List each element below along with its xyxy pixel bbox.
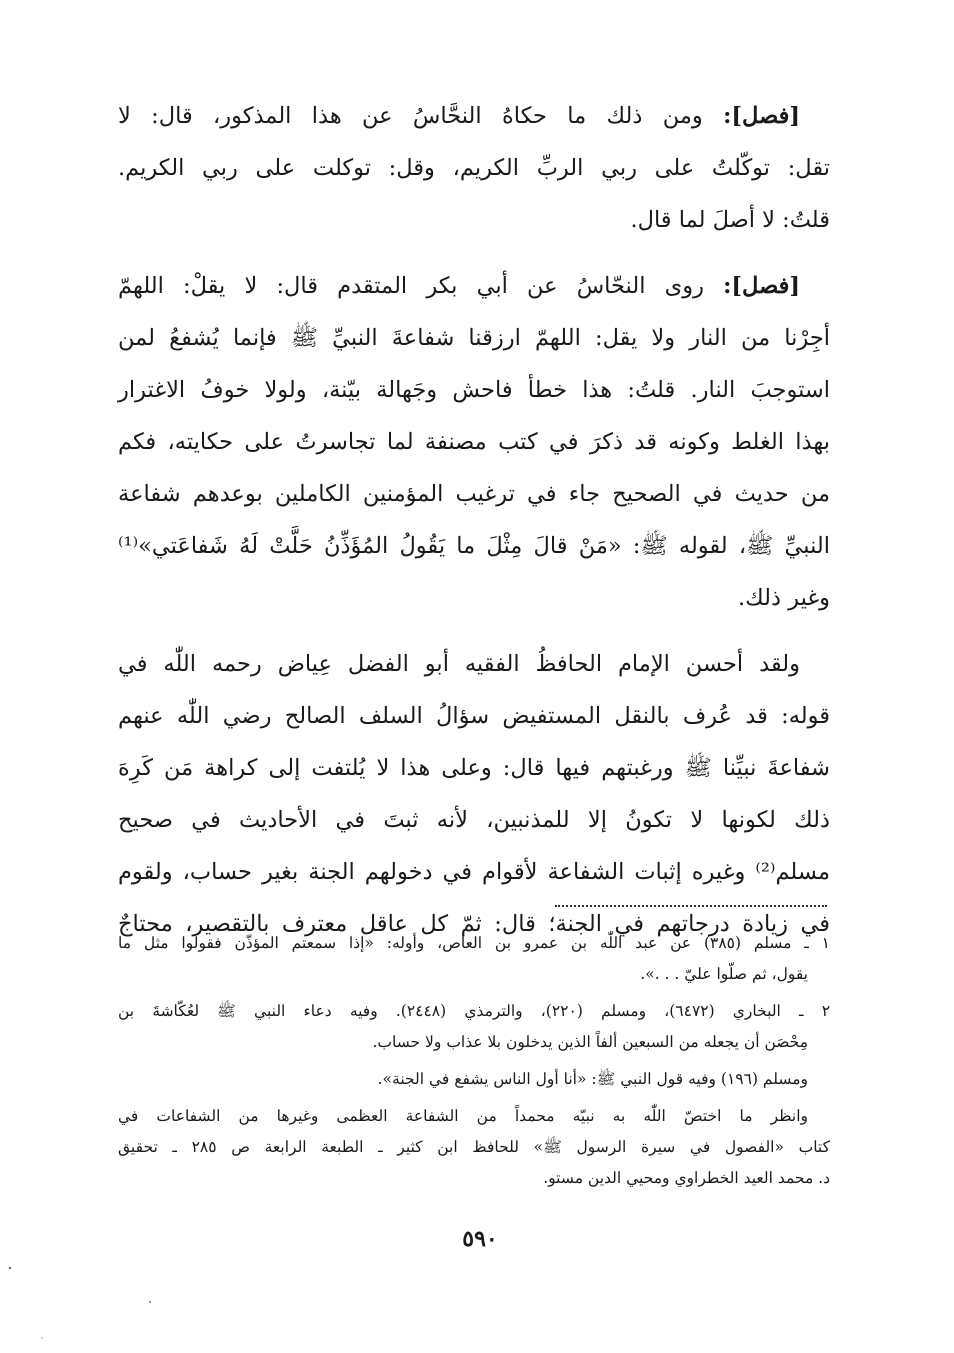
footnote-line: وانظر ما اختصّ اللّٰه به نبيّه محمداً من الشفاعة العظمى وغيرها من الشفاعات في (118, 1107, 808, 1125)
main-text (118, 90, 830, 964)
text-line (118, 90, 830, 142)
footnote-line: يقول، ثم صلّوا عليّ . . .». (640, 965, 808, 983)
text-line: استوجبَ النار. قلتُ: هذا خطأ فاحش وجَهالة بيّنة، ولولا خوفُ الاغترار (118, 377, 830, 403)
text-line: أجِرْنا من النار ولا يقل: اللهمّ ارزقنا شفاعةَ النبيِّ ﷺ فإنما يُشفعُ لمن (118, 325, 830, 351)
footnote-line: ١ ـ مسلم (٣٨٥) عن عبد اللّٰه بن عمرو بن العاص، وأوله: «إذا سمعتم المؤذّن فقولوا مثل ما (118, 934, 830, 952)
section-heading: [فصل]: (723, 103, 800, 129)
footnote-2-continued (118, 1064, 830, 1095)
footnote-divider (555, 905, 827, 915)
footnote-2-reference (118, 1101, 830, 1194)
paragraph-2 (118, 260, 830, 624)
footnote-line: مِحْصَن أن يجعله من السبعين ألفاً الذين يدخلون بلا عذاب ولا حساب. (372, 1033, 808, 1051)
paragraph-1 (118, 90, 830, 246)
text-line: بهذا الغلط وكونه قد ذكرَ في كتب مصنفة لما تجاسرتُ على حكايته، فكم (118, 429, 830, 455)
footnote-2 (118, 996, 830, 1058)
text-line: قلتُ: لا أصلَ لما قال. (630, 207, 830, 233)
text-line: النبيِّ ﷺ، لقوله ﷺ: «مَنْ قالَ مِثْلَ ما يَقُولُ المُؤَذِّنُ حَلَّتْ لَهُ شَفاعَتي»⁽¹⁾ (118, 533, 830, 559)
text-line: وغير ذلك. (738, 585, 830, 611)
line-text: ومن ذلك ما حكاهُ النحَّاسُ عن هذا المذكور، قال: لا (118, 103, 724, 129)
footnote-line: ٢ ـ البخاري (٦٤٧٢)، ومسلم (٢٢٠)، والترمذي (٢٤٤٨). وفيه دعاء النبي ﷺ لعُكّاشةَ بن (118, 1002, 831, 1020)
text-line: تقل: توكّلتُ على ربي الربِّ الكريم، وقل: توكلت على ربي الكريم. (118, 155, 830, 181)
footnote-1 (118, 928, 830, 990)
text-line: من حديث في الصحيح جاء في ترغيب المؤمنين الكاملين بوعدهم شفاعة (118, 481, 830, 507)
footnotes (118, 928, 830, 1200)
section-heading: [فصل]: (723, 273, 800, 299)
text-line: مسلم⁽²⁾ وغيره إثبات الشفاعة لأقوام في دخولهم الجنة بغير حساب، ولقوم (118, 859, 830, 885)
text-line: ذلك لكونها لا تكونُ إلا للمذنبين، لأنه ثبتَ في الأحاديث في صحيح (118, 807, 830, 833)
footnote-line: د. محمد العيد الخطراوي ومحيي الدين مستو. (543, 1169, 830, 1187)
text-line: في زيادة درجاتهم في الجنة؛ قال: ثمّ كل عاقل معترف بالتقصير، محتاجٌ (118, 911, 830, 937)
scan-speck (41, 1337, 43, 1339)
text-line: قوله: قد عُرف بالنقل المستفيض سؤالُ السلف الصالح رضي اللّٰه عنهم (118, 703, 830, 729)
text-line: ولقد أحسن الإمام الحافظُ الفقيه أبو الفضل عِياض رحمه اللّٰه في (118, 651, 800, 677)
text-line: شفاعةَ نبيِّنا ﷺ ورغبتهم فيها قال: وعلى هذا لا يُلتفت إلى كراهة مَن كَرِهَ (118, 755, 830, 781)
page-number: ٥٩٠ (462, 1226, 498, 1252)
footnote-line: ومسلم (١٩٦) وفيه قول النبي ﷺ: «أنا أول الناس يشفع في الجنة». (377, 1070, 808, 1088)
paragraph-3 (118, 638, 830, 950)
scan-speck (149, 1301, 151, 1303)
text-line (118, 260, 830, 312)
scan-speck (9, 1267, 11, 1269)
footnote-line: كتاب «الفصول في سيرة الرسول ﷺ» للحافظ ابن كثير ـ الطبعة الرابعة ص ٢٨٥ ـ تحقيق (118, 1138, 830, 1156)
line-text: روى النحّاسُ عن أبي بكر المتقدم قال: لا يقلْ: اللهمّ (118, 273, 724, 299)
